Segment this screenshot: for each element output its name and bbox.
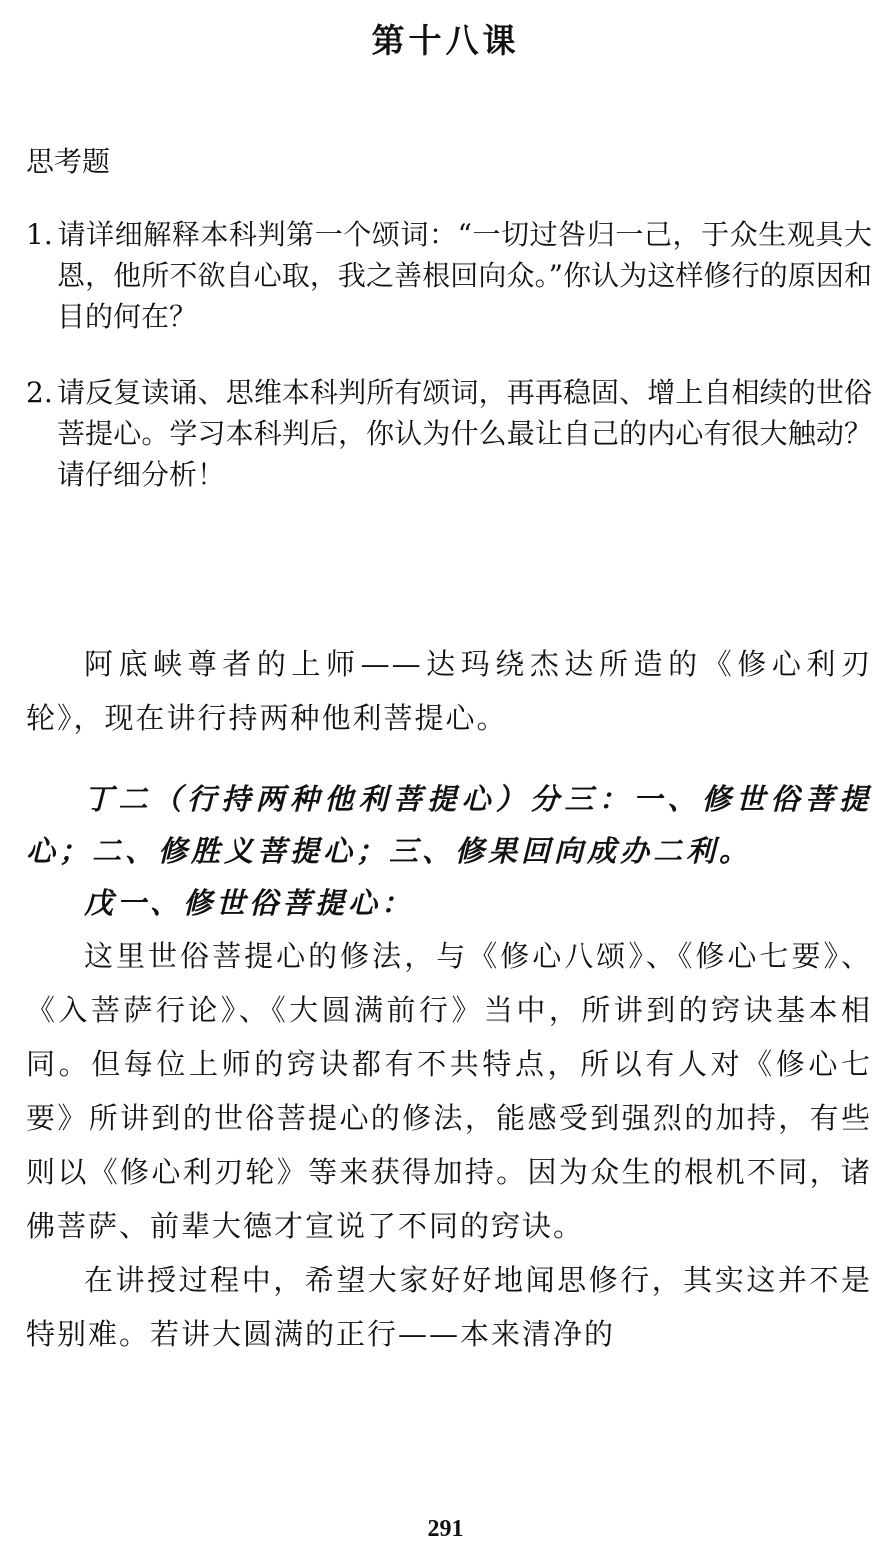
question-text: 请反复读诵、思维本科判所有颂词，再再稳固、增上自相续的世俗菩提心。学习本科判后，你认为什么最让自己的内心有很大触动？请仔细分析！ <box>57 376 872 491</box>
outline-heading: 丁二（行持两种他利菩提心）分三：一、修世俗菩提心；二、修胜义菩提心；三、修果回向成办二利。 <box>26 782 872 868</box>
question-number: 2. <box>26 376 53 409</box>
page-number: 291 <box>427 1516 464 1542</box>
intro-paragraph: 阿底峡尊者的上师——达玛绕杰达所造的《修心利刃轮》，现在讲行持两种他利菩提心。 <box>26 647 872 735</box>
body-text <box>26 637 872 1361</box>
question-item <box>26 214 872 337</box>
question-text: 请详细解释本科判第一个颂词：“一切过咎归一己，于众生观具大恩，他所不欲自心取，我之善根回向众。”你认为这样修行的原因和目的何在？ <box>57 218 872 333</box>
sub-heading: 戊一、修世俗菩提心： <box>84 886 415 920</box>
body-paragraph: 这里世俗菩提心的修法，与《修心八颂》、《修心七要》、《入菩萨行论》、《大圆满前行》当中，所讲到的窍诀基本相同。但每位上师的窍诀都有不共特点，所以有人对《修心七要》所讲到的世俗菩提心的修法，能感受到强烈的加持，有些则以《修心利刃轮》等来获得加持。因为众生的根机不同，诸佛菩萨、前辈大德才宣说了不同的窍诀。 <box>26 939 872 1243</box>
question-item <box>26 372 872 495</box>
question-list <box>26 214 872 495</box>
question-number: 1. <box>26 218 53 251</box>
lesson-title: 第十八课 <box>371 21 520 60</box>
body-paragraph: 在讲授过程中，希望大家好好地闻思修行，其实这并不是特别难。若讲大圆满的正行——本来清净的 <box>26 1263 872 1351</box>
section-label-questions: 思考题 <box>26 145 111 178</box>
